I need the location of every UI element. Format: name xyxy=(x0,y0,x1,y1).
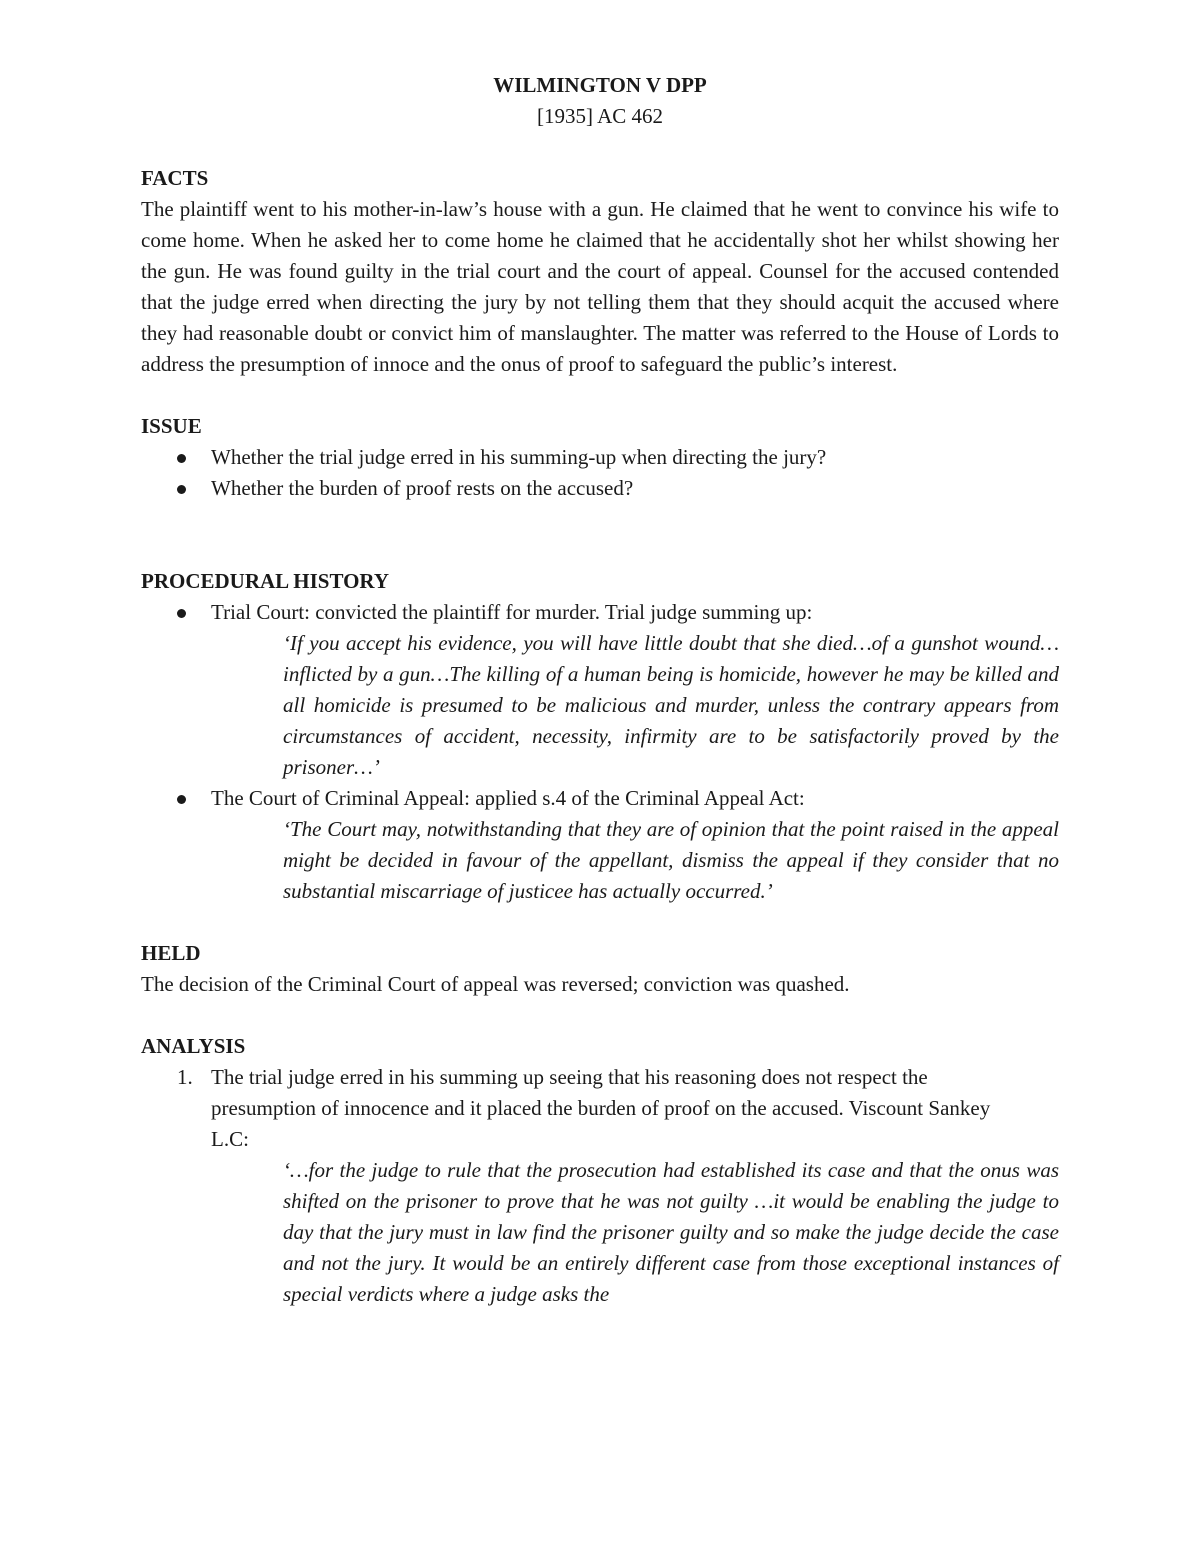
analysis-heading: ANALYSIS xyxy=(141,1034,246,1058)
spacer xyxy=(141,132,1059,163)
bullet-icon xyxy=(177,609,186,618)
procedural-item-text: Trial Court: convicted the plaintiff for murder. Trial judge summing up: xyxy=(211,600,813,624)
facts-paragraph: The plaintiff went to his mother-in-law’s house with a gun. He claimed that he went to convince his wife to come home. When he asked her to come home he claimed that he accidentally shot her whilst showing her the gun. He was found guilty in the trial court and the court of appeal. Counsel for the accused contended that the judge erred when directing the jury by not telling them that they should acquit the accused where they had reasonable doubt or convict him of manslaughter. The matter was referred to the House of Lords to address the presumption of innoce and the onus of proof to safeguard the public’s interest. xyxy=(141,197,1059,376)
list-item xyxy=(141,442,1059,473)
spacer xyxy=(141,504,1059,566)
procedural-history-heading: PROCEDURAL HISTORY xyxy=(141,569,390,593)
block-quote: ‘The Court may, notwithstanding that they are of opinion that the point raised in the appeal might be decided in favour of the appellant, dismiss the appeal if they consider that no substantial miscarriage of justicee has actually occurred.’ xyxy=(283,817,1059,903)
block-quote: ‘…for the judge to rule that the prosecution had established its case and that the onus was shifted on the prisoner to prove that he was not guilty …it would be enabling the judge to day that the jury must in law find the prisoner guilty and so make the judge decide the case and not the jury. It would be an entirely different case from those exceptional instances of special verdicts where a judge asks the xyxy=(283,1158,1059,1306)
case-citation: [1935] AC 462 xyxy=(537,104,663,128)
issue-heading: ISSUE xyxy=(141,414,202,438)
held-heading: HELD xyxy=(141,941,201,965)
spacer xyxy=(141,380,1059,411)
document-page xyxy=(141,70,1059,1310)
list-item xyxy=(141,783,1059,907)
procedural-history-list xyxy=(141,597,1059,907)
bullet-icon xyxy=(177,454,186,463)
held-paragraph: The decision of the Criminal Court of appeal was reversed; conviction was quashed. xyxy=(141,972,850,996)
list-item xyxy=(141,597,1059,783)
issue-item-text: Whether the trial judge erred in his summing-up when directing the jury? xyxy=(211,445,827,469)
spacer xyxy=(141,907,1059,938)
list-item xyxy=(141,473,1059,504)
list-number: 1. xyxy=(177,1065,193,1089)
list-item xyxy=(141,1062,1059,1310)
spacer xyxy=(141,1000,1059,1031)
case-title: WILMINGTON V DPP xyxy=(493,73,707,97)
block-quote: ‘If you accept his evidence, you will have little doubt that she died…of a gunshot wound…inflicted by a gun…The killing of a human being is homicide, however he may be killed and all homicide is presumed to be malicious and murder, unless the contrary appears from circumstances of accident, necessity, infirmity are to be satisfactorily proved by the prisoner…’ xyxy=(283,631,1059,779)
procedural-item-text: The Court of Criminal Appeal: applied s.4 of the Criminal Appeal Act: xyxy=(211,786,805,810)
bullet-icon xyxy=(177,485,186,494)
bullet-icon xyxy=(177,795,186,804)
analysis-item-text: The trial judge erred in his summing up seeing that his reasoning does not respect the presumption of innocence and it placed the burden of proof on the accused. Viscount Sankey L.C: xyxy=(211,1065,991,1151)
issue-item-text: Whether the burden of proof rests on the accused? xyxy=(211,476,634,500)
analysis-list xyxy=(141,1062,1059,1310)
issue-list xyxy=(141,442,1059,504)
facts-heading: FACTS xyxy=(141,166,209,190)
